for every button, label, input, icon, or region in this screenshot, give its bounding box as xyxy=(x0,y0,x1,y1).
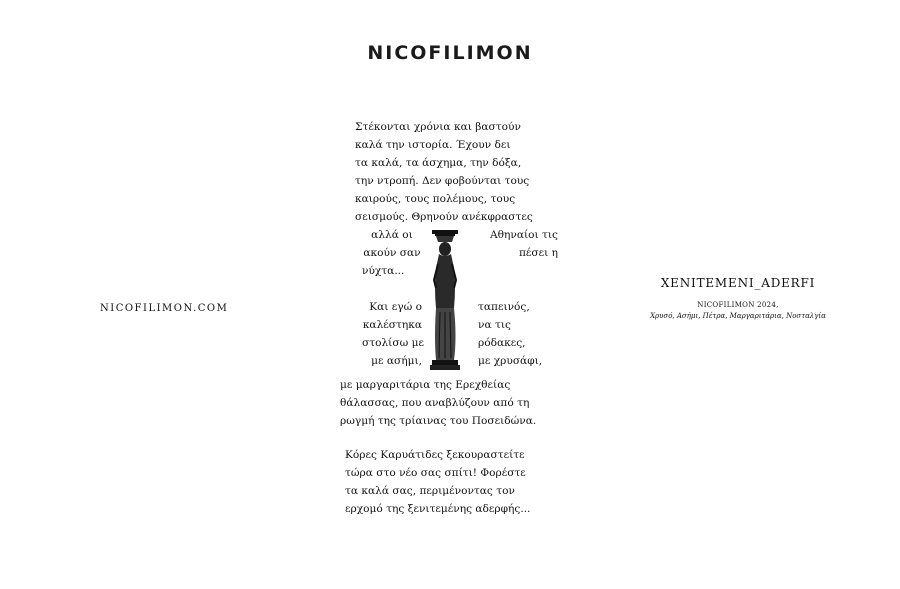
poem-line: σεισμούς. Θρηνούν ανέκφραστες xyxy=(355,211,533,223)
poem-line: Κόρες Καρυάτιδες ξεκουραστείτε xyxy=(345,449,525,461)
poem-line: τα καλά σας, περιμένοντας τον xyxy=(345,485,515,497)
poem-line: ταπεινός, xyxy=(478,301,530,313)
poem-split-right-1 xyxy=(468,226,558,262)
artwork-title: XENITEMENI_ADERFI xyxy=(660,276,816,290)
poem-line: με ασήμι, xyxy=(371,355,422,367)
poem-stanza-2 xyxy=(340,376,580,430)
poem-line: θάλασσας, που αναβλύζουν από τη xyxy=(340,397,530,409)
poem-line: τώρα στο νέο σας σπίτι! Φορέστε xyxy=(345,467,526,479)
artwork-meta: NICOFILIMON 2024, xyxy=(697,301,779,309)
poem-line: στολίσω με xyxy=(362,337,424,349)
poem-line: ερχομό της ξενιτεμένης αδερφής... xyxy=(345,503,531,515)
poem-line: Στέκονται χρόνια και βαστούν xyxy=(355,121,521,133)
poem-line: με μαργαριτάρια της Ερεχθείας xyxy=(340,379,511,391)
caryatid-statue-icon xyxy=(424,228,466,372)
poem-line: ακούν σαν xyxy=(363,247,421,259)
poem-split-left-1 xyxy=(362,226,422,280)
poem-line: πέσει η xyxy=(518,247,558,259)
brand-logo: NICOFILIMON xyxy=(367,42,533,64)
poem-line: αλλά οι xyxy=(371,229,413,241)
poem-line: με χρυσάφι, xyxy=(478,355,543,367)
poem-stanza-3 xyxy=(345,446,575,518)
artwork-tags: Χρυσό, Ασήμι, Πέτρα, Μαργαριτάρια, Νοσταλγία xyxy=(650,312,826,320)
poem-line: ρωγμή της τρίαινας του Ποσειδώνα. xyxy=(340,415,537,427)
poem-line: Αθηναίοι τις xyxy=(490,229,558,241)
artwork-info xyxy=(628,276,848,320)
poem-line: καλέστηκα xyxy=(362,319,422,331)
poem-line: καιρούς, τους πολέμους, τους xyxy=(355,193,516,205)
poem-line: τα καλά, τα άσχημα, την δόξα, xyxy=(355,157,522,169)
poem-split-left-2 xyxy=(362,298,422,370)
poem-line: καλά την ιστορία. Έχουν δει xyxy=(355,139,511,151)
website-link[interactable]: NICOFILIMON.COM xyxy=(100,303,229,314)
poem-line: νύχτα... xyxy=(362,265,405,277)
poem-line: ρόδακες, xyxy=(478,337,526,349)
poem-line: να τις xyxy=(478,319,511,331)
poem-split-right-2 xyxy=(478,298,568,370)
poem-line: Και εγώ ο xyxy=(369,301,422,313)
poem-line: την ντροπή. Δεν φοβούνται τους xyxy=(355,175,530,187)
poem-stanza-1 xyxy=(355,118,565,226)
